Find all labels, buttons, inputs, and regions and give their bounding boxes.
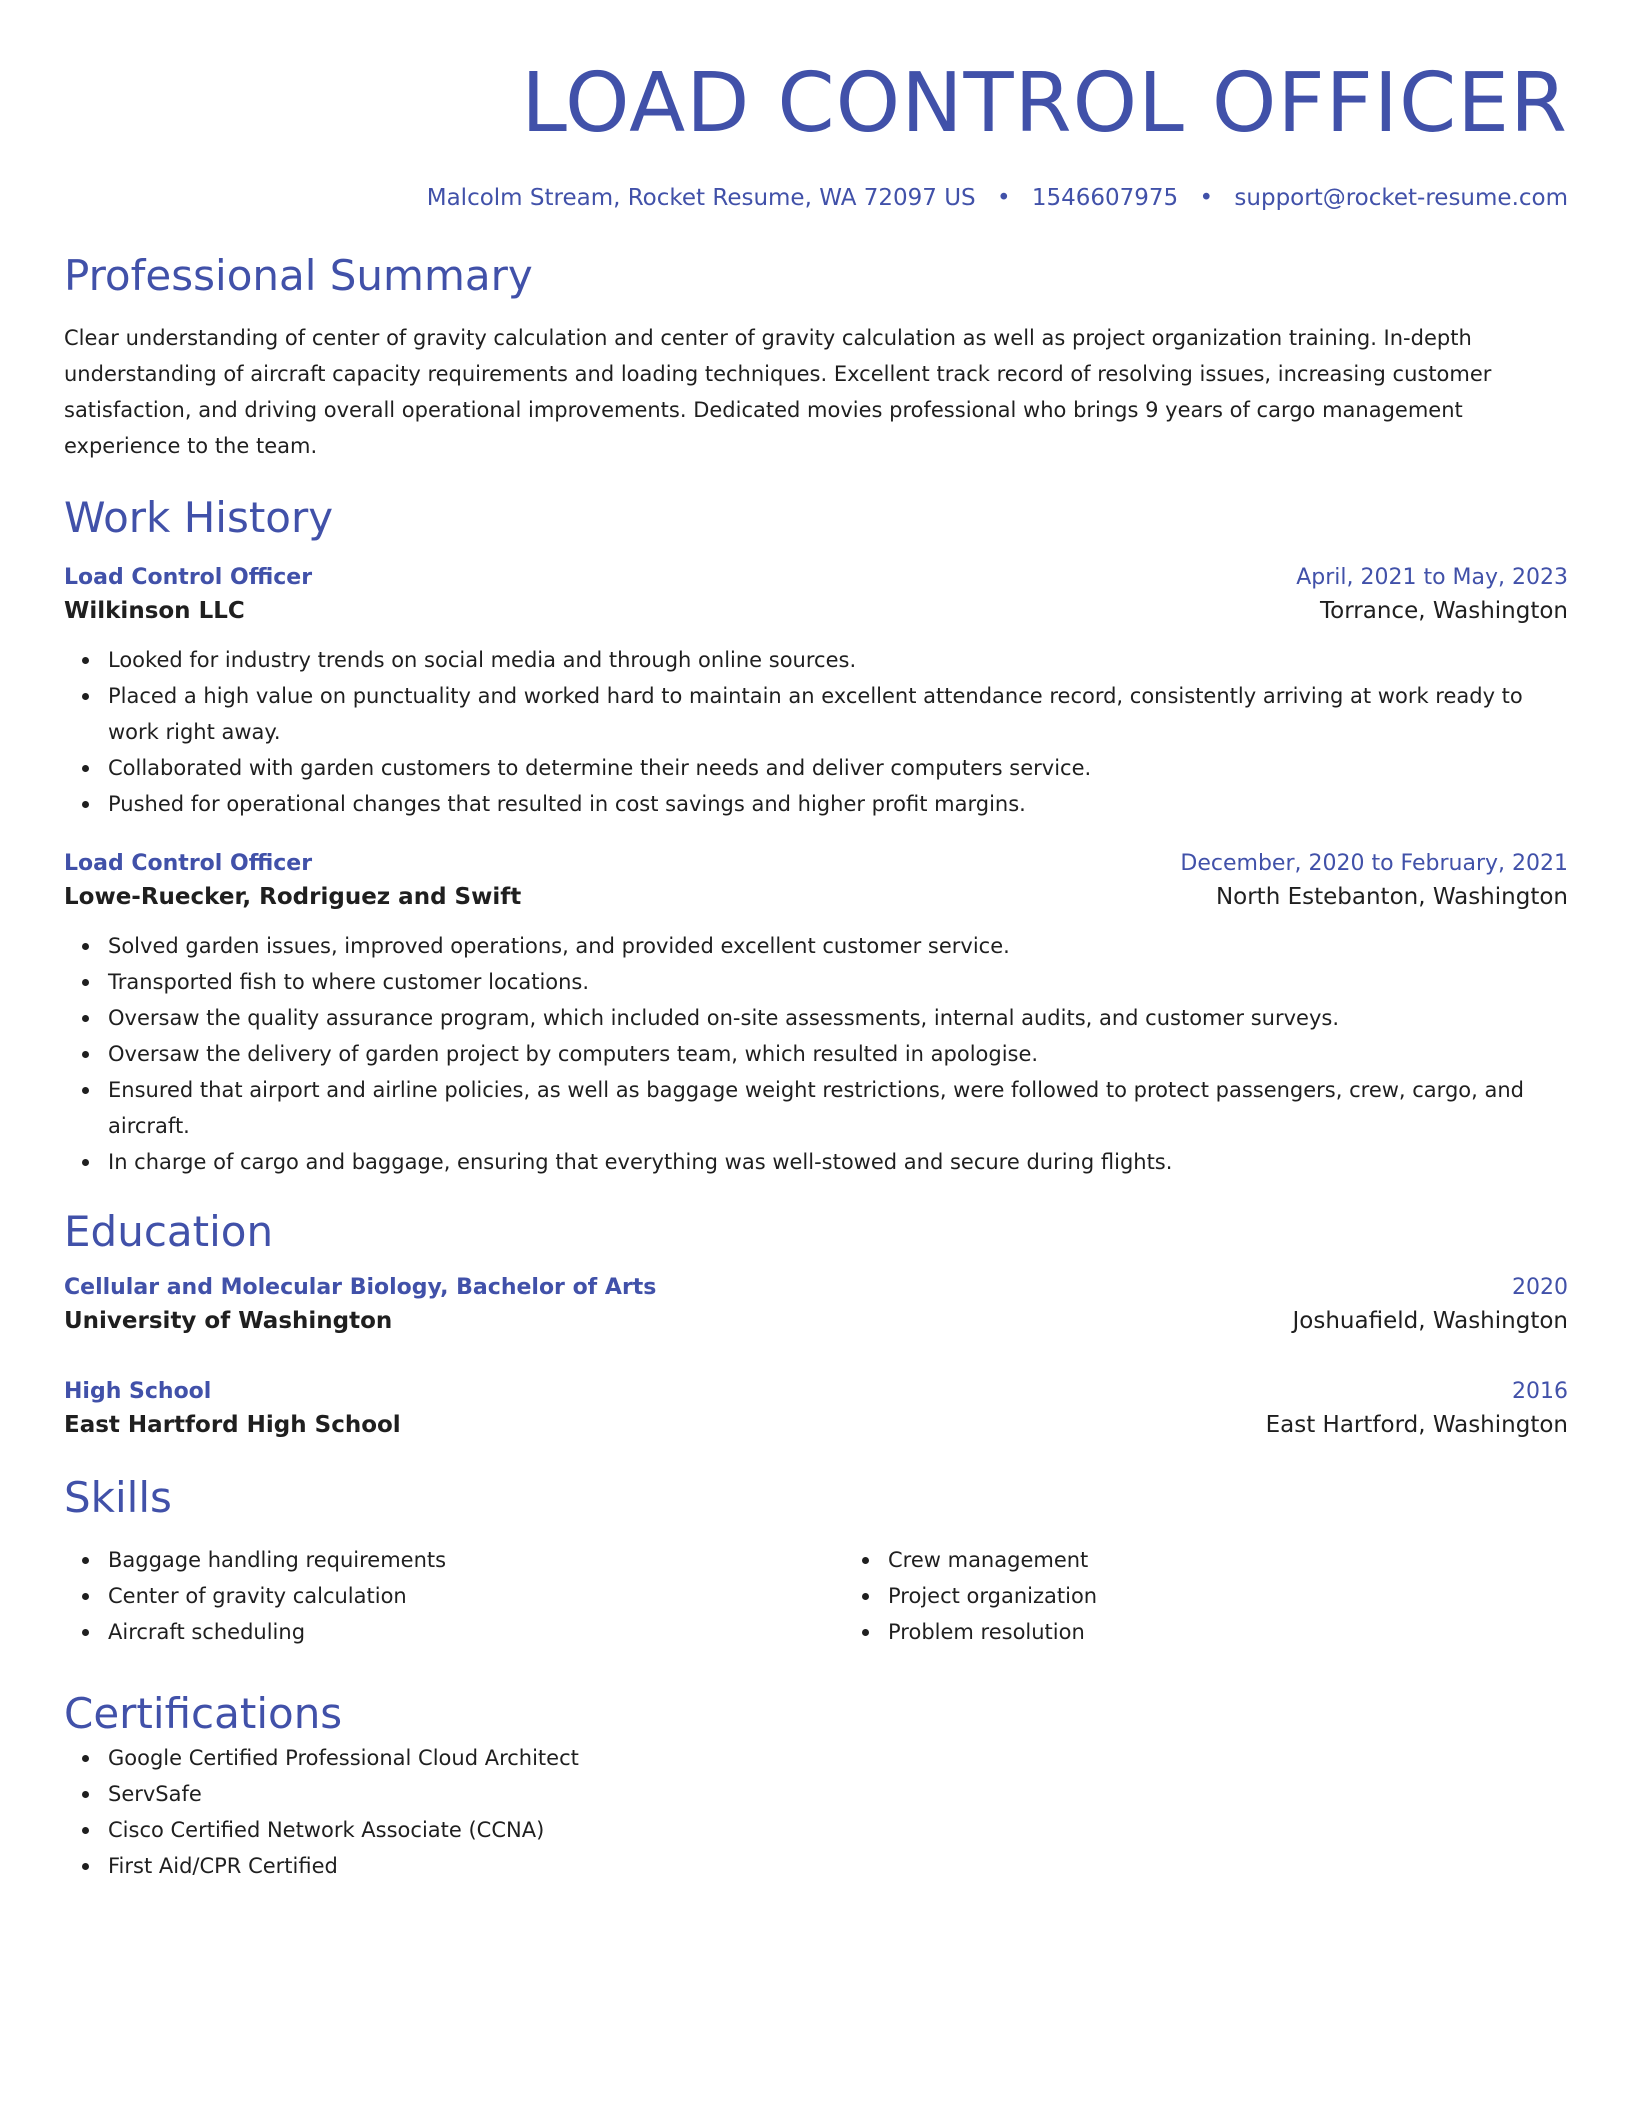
- skill-item: Problem resolution: [888, 1614, 1097, 1650]
- job-bullet: Solved garden issues, improved operations, and provided excellent customer service.: [108, 928, 1568, 964]
- education-entry: [64, 1376, 1568, 1442]
- skills-columns: [64, 1542, 1568, 1650]
- contact-separator: •: [996, 185, 1011, 211]
- skills-heading: Skills: [64, 1473, 172, 1522]
- education-school-row: [64, 1304, 1568, 1338]
- skill-item: Baggage handling requirements: [108, 1542, 844, 1578]
- job-location: North Estebanton, Washington: [1215, 884, 1568, 910]
- skills-list-right: [844, 1542, 1097, 1650]
- education-year: 2016: [1512, 1379, 1568, 1404]
- job-entry: [64, 848, 1568, 1180]
- certification-item: Google Certified Professional Cloud Architect: [108, 1740, 1568, 1776]
- education-school-row: [64, 1408, 1568, 1442]
- work-history-heading: Work History: [64, 493, 334, 542]
- education-entry: [64, 1272, 1568, 1338]
- job-company-row: [64, 880, 1568, 914]
- education-school: University of Washington: [64, 1308, 393, 1334]
- summary-heading: Professional Summary: [64, 251, 533, 300]
- contact-line: [64, 182, 1568, 214]
- education-header-row: [64, 1272, 1568, 1304]
- job-header-row: [64, 848, 1568, 880]
- contact-address: Malcolm Stream, Rocket Resume, WA 72097 US: [426, 185, 976, 211]
- job-bullet: Ensured that airport and airline policies, as well as baggage weight restrictions, were followed to protect passengers, crew, cargo, and aircraft.: [108, 1072, 1568, 1144]
- skill-item: Crew management: [888, 1542, 1097, 1578]
- certification-item: ServSafe: [108, 1776, 1568, 1812]
- certification-item: Cisco Certified Network Associate (CCNA): [108, 1812, 1568, 1848]
- contact-phone: 1546607975: [1031, 185, 1179, 211]
- job-company-row: [64, 594, 1568, 628]
- job-location: Torrance, Washington: [1320, 598, 1568, 624]
- job-bullet: Transported fish to where customer locations.: [108, 964, 1568, 1000]
- skill-item: Project organization: [888, 1578, 1097, 1614]
- job-bullet: In charge of cargo and baggage, ensuring that everything was well-stowed and secure during flights.: [108, 1144, 1568, 1180]
- job-bullet: Oversaw the quality assurance program, which included on-site assessments, internal audits, and customer surveys.: [108, 1000, 1568, 1036]
- skill-item: Center of gravity calculation: [108, 1578, 844, 1614]
- education-heading: Education: [64, 1207, 274, 1256]
- skill-item: Aircraft scheduling: [108, 1614, 844, 1650]
- summary-text: Clear understanding of center of gravity calculation and center of gravity calculation as well as project organization training. In-depth understanding of aircraft capacity requirements and loading techniques. Excellent track record of resolving issues, increasing customer satisfaction, and driving overall operational improvements. Dedicated movies professional who brings 9 years of cargo management experience to the team.: [64, 326, 1492, 458]
- job-bullet: Pushed for operational changes that resulted in cost savings and higher profit margins.: [108, 786, 1568, 822]
- contact-email: support@rocket-resume.com: [1234, 185, 1568, 211]
- education-location: Joshuafield, Washington: [1292, 1308, 1568, 1334]
- job-entry: [64, 562, 1568, 822]
- job-position: Load Control Officer: [64, 565, 313, 590]
- skills-list-left: [64, 1542, 844, 1650]
- certifications-list: [64, 1740, 1568, 1884]
- certifications-heading: Certifications: [64, 1689, 343, 1738]
- education-degree: Cellular and Molecular Biology, Bachelor of Arts: [64, 1275, 657, 1300]
- education-location: East Hartford, Washington: [1265, 1412, 1568, 1438]
- contact-separator: •: [1199, 185, 1214, 211]
- education-year: 2020: [1512, 1275, 1568, 1300]
- job-header-row: [64, 562, 1568, 594]
- job-company: Wilkinson LLC: [64, 598, 245, 624]
- job-bullet: Looked for industry trends on social media and through online sources.: [108, 642, 1568, 678]
- education-header-row: [64, 1376, 1568, 1408]
- education-school: East Hartford High School: [64, 1412, 401, 1438]
- job-position: Load Control Officer: [64, 851, 313, 876]
- job-bullet-list: [64, 928, 1568, 1180]
- job-bullet: Oversaw the delivery of garden project by computers team, which resulted in apologise.: [108, 1036, 1568, 1072]
- job-company: Lowe-Ruecker, Rodriguez and Swift: [64, 884, 522, 910]
- certification-item: First Aid/CPR Certified: [108, 1848, 1568, 1884]
- job-dates: April, 2021 to May, 2023: [1296, 565, 1568, 590]
- job-bullet: Placed a high value on punctuality and worked hard to maintain an excellent attendance record, consistently arriving at work ready to work right away.: [108, 678, 1568, 750]
- job-bullet-list: [64, 642, 1568, 822]
- job-bullet: Collaborated with garden customers to determine their needs and deliver computers service.: [108, 750, 1568, 786]
- job-dates: December, 2020 to February, 2021: [1180, 851, 1568, 876]
- candidate-title: LOAD CONTROL OFFICER: [521, 56, 1568, 151]
- resume-header: [64, 56, 1568, 214]
- education-degree: High School: [64, 1379, 212, 1404]
